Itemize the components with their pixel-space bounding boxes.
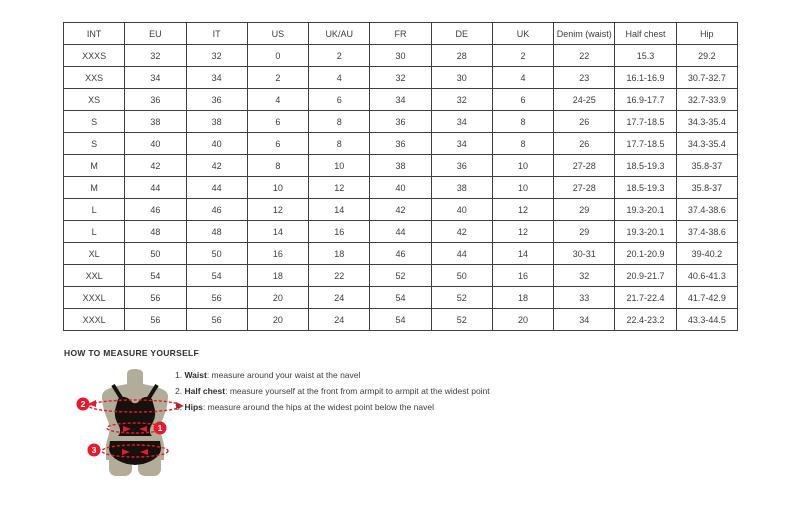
size-cell: 40 bbox=[186, 133, 247, 155]
size-cell: 32 bbox=[125, 45, 186, 67]
size-cell: 20.1-20.9 bbox=[615, 243, 676, 265]
instruction-text: : measure yourself at the front from armpit to armpit at the widest point bbox=[225, 386, 490, 396]
size-cell: 46 bbox=[370, 243, 431, 265]
size-cell: 35.8-37 bbox=[676, 155, 737, 177]
size-cell: 42 bbox=[431, 221, 492, 243]
size-cell: 24 bbox=[309, 309, 370, 331]
size-cell: S bbox=[64, 111, 125, 133]
size-cell: 12 bbox=[247, 199, 308, 221]
measure-instruction-waist bbox=[175, 371, 490, 380]
size-cell: 32.7-33.9 bbox=[676, 89, 737, 111]
size-cell: 8 bbox=[492, 111, 553, 133]
size-cell: 10 bbox=[247, 177, 308, 199]
size-cell: 29 bbox=[554, 199, 615, 221]
size-cell: L bbox=[64, 199, 125, 221]
size-cell: 8 bbox=[492, 133, 553, 155]
size-cell: 22 bbox=[554, 45, 615, 67]
size-cell: 21.7-22.4 bbox=[615, 287, 676, 309]
size-cell: 14 bbox=[492, 243, 553, 265]
size-cell: 2 bbox=[309, 45, 370, 67]
size-cell: 20.9-21.7 bbox=[615, 265, 676, 287]
size-cell: 37.4-38.6 bbox=[676, 221, 737, 243]
size-cell: 17.7-18.5 bbox=[615, 133, 676, 155]
size-cell: 48 bbox=[186, 221, 247, 243]
size-cell: 42 bbox=[186, 155, 247, 177]
size-cell: XXS bbox=[64, 67, 125, 89]
instruction-number: 2. bbox=[175, 386, 183, 396]
size-cell: 42 bbox=[125, 155, 186, 177]
size-cell: M bbox=[64, 177, 125, 199]
size-cell: M bbox=[64, 155, 125, 177]
size-cell: XXXL bbox=[64, 309, 125, 331]
size-cell: S bbox=[64, 133, 125, 155]
size-table-row bbox=[64, 265, 738, 287]
size-cell: 33 bbox=[554, 287, 615, 309]
instruction-number: 1. bbox=[175, 370, 183, 380]
size-cell: 40.6-41.3 bbox=[676, 265, 737, 287]
size-cell: 56 bbox=[186, 287, 247, 309]
size-cell: 24 bbox=[309, 287, 370, 309]
size-cell: 56 bbox=[125, 309, 186, 331]
size-cell: 22.4-23.2 bbox=[615, 309, 676, 331]
size-cell: 12 bbox=[309, 177, 370, 199]
size-table-header-row bbox=[64, 23, 738, 45]
size-cell: 38 bbox=[186, 111, 247, 133]
size-cell: 23 bbox=[554, 67, 615, 89]
size-cell: 4 bbox=[309, 67, 370, 89]
size-cell: 28 bbox=[431, 45, 492, 67]
size-cell: 2 bbox=[492, 45, 553, 67]
size-col-header: UK bbox=[492, 23, 553, 45]
size-col-header: UK/AU bbox=[309, 23, 370, 45]
measure-badge-3 bbox=[88, 444, 101, 457]
size-cell: 43.3-44.5 bbox=[676, 309, 737, 331]
size-cell: 8 bbox=[309, 111, 370, 133]
size-cell: 36 bbox=[370, 133, 431, 155]
size-cell: 40 bbox=[125, 133, 186, 155]
size-cell: 6 bbox=[247, 133, 308, 155]
size-table-row bbox=[64, 243, 738, 265]
size-cell: XL bbox=[64, 243, 125, 265]
size-cell: 37.4-38.6 bbox=[676, 199, 737, 221]
size-cell: 26 bbox=[554, 111, 615, 133]
size-cell: 34 bbox=[431, 111, 492, 133]
size-col-header: Hip bbox=[676, 23, 737, 45]
size-cell: 30 bbox=[431, 67, 492, 89]
size-cell: 36 bbox=[370, 111, 431, 133]
size-table-row bbox=[64, 177, 738, 199]
size-cell: 27-28 bbox=[554, 155, 615, 177]
size-table-row bbox=[64, 221, 738, 243]
size-cell: 4 bbox=[247, 89, 308, 111]
size-cell: 34 bbox=[554, 309, 615, 331]
size-table-body bbox=[64, 45, 738, 331]
size-cell: 35.8-37 bbox=[676, 177, 737, 199]
size-cell: 20 bbox=[247, 309, 308, 331]
instruction-label: Hips bbox=[184, 402, 203, 412]
size-cell: 20 bbox=[492, 309, 553, 331]
size-cell: 44 bbox=[186, 177, 247, 199]
size-cell: 20 bbox=[247, 287, 308, 309]
size-cell: 44 bbox=[125, 177, 186, 199]
size-cell: 32 bbox=[554, 265, 615, 287]
size-cell: 52 bbox=[431, 309, 492, 331]
size-cell: 29.2 bbox=[676, 45, 737, 67]
size-cell: 6 bbox=[309, 89, 370, 111]
size-cell: 38 bbox=[431, 177, 492, 199]
instruction-label: Half chest bbox=[184, 386, 226, 396]
size-col-header: INT bbox=[64, 23, 125, 45]
size-col-header: EU bbox=[125, 23, 186, 45]
size-cell: 18.5-19.3 bbox=[615, 177, 676, 199]
size-cell: 16.9-17.7 bbox=[615, 89, 676, 111]
size-cell: XS bbox=[64, 89, 125, 111]
size-cell: 36 bbox=[431, 155, 492, 177]
size-cell: 16 bbox=[309, 221, 370, 243]
size-table-row bbox=[64, 287, 738, 309]
size-cell: 54 bbox=[125, 265, 186, 287]
instruction-label: Waist bbox=[184, 370, 207, 380]
size-cell: 12 bbox=[492, 199, 553, 221]
size-cell: 18 bbox=[247, 265, 308, 287]
size-table-row bbox=[64, 309, 738, 331]
size-cell: 2 bbox=[247, 67, 308, 89]
size-cell: 34 bbox=[186, 67, 247, 89]
size-cell: 52 bbox=[431, 287, 492, 309]
size-cell: 10 bbox=[309, 155, 370, 177]
size-cell: 14 bbox=[309, 199, 370, 221]
size-cell: 34 bbox=[370, 89, 431, 111]
size-cell: 22 bbox=[309, 265, 370, 287]
size-cell: 56 bbox=[125, 287, 186, 309]
size-cell: 34 bbox=[125, 67, 186, 89]
size-cell: 54 bbox=[370, 309, 431, 331]
size-cell: 16 bbox=[492, 265, 553, 287]
size-cell: 16 bbox=[247, 243, 308, 265]
size-table-row bbox=[64, 67, 738, 89]
size-table-row bbox=[64, 45, 738, 67]
size-cell: 15.3 bbox=[615, 45, 676, 67]
size-table bbox=[63, 22, 738, 331]
size-cell: 16.1-16.9 bbox=[615, 67, 676, 89]
size-cell: 6 bbox=[247, 111, 308, 133]
size-cell: 26 bbox=[554, 133, 615, 155]
size-cell: 8 bbox=[247, 155, 308, 177]
size-cell: 44 bbox=[431, 243, 492, 265]
size-cell: 6 bbox=[492, 89, 553, 111]
svg-text:1: 1 bbox=[157, 423, 163, 433]
measure-section-title: HOW TO MEASURE YOURSELF bbox=[64, 348, 200, 358]
size-cell: 39-40.2 bbox=[676, 243, 737, 265]
size-cell: 48 bbox=[125, 221, 186, 243]
size-cell: 52 bbox=[370, 265, 431, 287]
size-cell: 50 bbox=[186, 243, 247, 265]
size-col-header: IT bbox=[186, 23, 247, 45]
size-cell: 0 bbox=[247, 45, 308, 67]
size-cell: 32 bbox=[370, 67, 431, 89]
size-cell: 30.7-32.7 bbox=[676, 67, 737, 89]
size-cell: 32 bbox=[186, 45, 247, 67]
size-cell: 12 bbox=[492, 221, 553, 243]
size-cell: 41.7-42.9 bbox=[676, 287, 737, 309]
size-cell: 56 bbox=[186, 309, 247, 331]
size-cell: 19.3-20.1 bbox=[615, 221, 676, 243]
size-table-head bbox=[64, 23, 738, 45]
size-cell: XXXL bbox=[64, 287, 125, 309]
instruction-text: : measure around the hips at the widest point below the navel bbox=[202, 402, 434, 412]
size-table-row bbox=[64, 111, 738, 133]
size-cell: 40 bbox=[370, 177, 431, 199]
size-col-header: Denim (waist) bbox=[554, 23, 615, 45]
size-cell: L bbox=[64, 221, 125, 243]
size-cell: 54 bbox=[186, 265, 247, 287]
size-cell: 34 bbox=[431, 133, 492, 155]
size-col-header: DE bbox=[431, 23, 492, 45]
size-cell: 38 bbox=[370, 155, 431, 177]
size-cell: 30-31 bbox=[554, 243, 615, 265]
size-cell: 17.7-18.5 bbox=[615, 111, 676, 133]
size-cell: 18.5-19.3 bbox=[615, 155, 676, 177]
size-cell: 46 bbox=[186, 199, 247, 221]
size-cell: 8 bbox=[309, 133, 370, 155]
size-cell: 27-28 bbox=[554, 177, 615, 199]
size-cell: 4 bbox=[492, 67, 553, 89]
size-cell: 34.3-35.4 bbox=[676, 111, 737, 133]
size-cell: 24-25 bbox=[554, 89, 615, 111]
instruction-number: 3. bbox=[175, 402, 183, 412]
size-cell: 40 bbox=[431, 199, 492, 221]
size-cell: 36 bbox=[186, 89, 247, 111]
size-cell: 42 bbox=[370, 199, 431, 221]
size-cell: 18 bbox=[309, 243, 370, 265]
size-cell: 34.3-35.4 bbox=[676, 133, 737, 155]
size-table-row bbox=[64, 199, 738, 221]
size-cell: 44 bbox=[370, 221, 431, 243]
measure-badge-1 bbox=[154, 422, 167, 435]
size-cell: 38 bbox=[125, 111, 186, 133]
size-col-header: US bbox=[247, 23, 308, 45]
instruction-text: : measure around your waist at the navel bbox=[206, 370, 361, 380]
size-col-header: Half chest bbox=[615, 23, 676, 45]
measure-instruction-hips bbox=[175, 403, 490, 412]
size-cell: 50 bbox=[431, 265, 492, 287]
measure-badge-2 bbox=[77, 398, 90, 411]
size-cell: 10 bbox=[492, 155, 553, 177]
size-table-row bbox=[64, 133, 738, 155]
size-col-header: FR bbox=[370, 23, 431, 45]
svg-text:3: 3 bbox=[91, 445, 97, 455]
size-cell: 36 bbox=[125, 89, 186, 111]
measure-instruction-half-chest bbox=[175, 387, 490, 396]
size-cell: 14 bbox=[247, 221, 308, 243]
size-cell: XXXS bbox=[64, 45, 125, 67]
size-cell: 10 bbox=[492, 177, 553, 199]
size-cell: 54 bbox=[370, 287, 431, 309]
measure-instructions bbox=[175, 371, 490, 419]
size-cell: 50 bbox=[125, 243, 186, 265]
svg-text:2: 2 bbox=[80, 399, 86, 409]
size-cell: 18 bbox=[492, 287, 553, 309]
size-cell: XXL bbox=[64, 265, 125, 287]
size-cell: 30 bbox=[370, 45, 431, 67]
size-cell: 32 bbox=[431, 89, 492, 111]
size-table-row bbox=[64, 89, 738, 111]
size-cell: 29 bbox=[554, 221, 615, 243]
size-cell: 46 bbox=[125, 199, 186, 221]
size-table-row bbox=[64, 155, 738, 177]
size-cell: 19.3-20.1 bbox=[615, 199, 676, 221]
